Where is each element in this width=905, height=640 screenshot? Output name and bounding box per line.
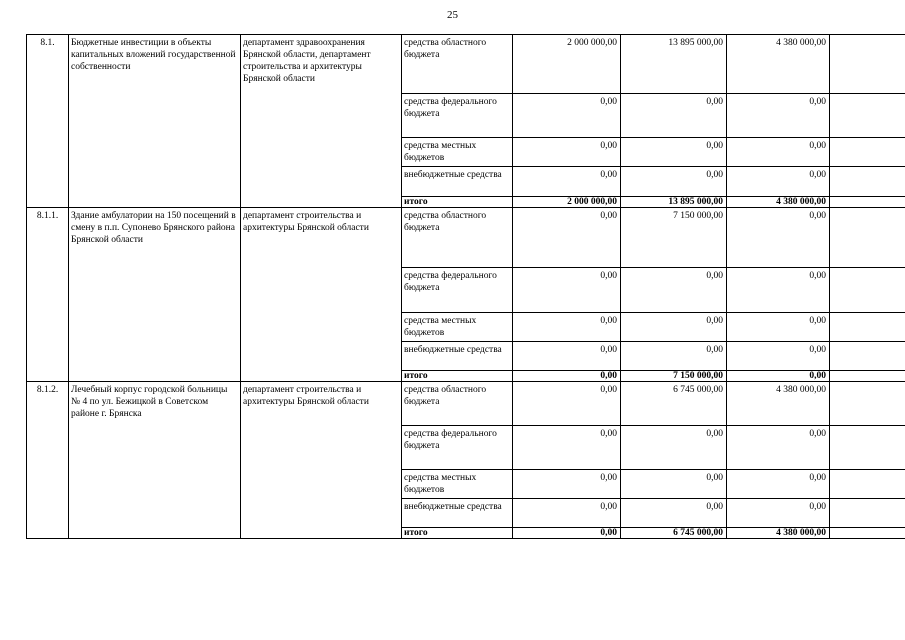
value-cell: 13 895 000,00 (621, 35, 727, 94)
value-cell: 4 380 000,00 (727, 35, 830, 94)
value-cell: 0,00 (513, 426, 621, 470)
value-cell: 0,00 (727, 426, 830, 470)
value-cell: 6 745 000,00 (621, 382, 727, 426)
value-cell: 0,00 (727, 499, 830, 528)
row-name: Лечебный корпус городской больницы № 4 по ул. Бежицкой в Советском районе г. Брянска (69, 382, 241, 539)
page-number: 25 (447, 9, 458, 21)
value-cell: 0,00 (513, 167, 621, 197)
total-value: 6 745 000,00 (621, 528, 727, 539)
empty-cell (830, 528, 905, 539)
empty-cell (830, 197, 905, 208)
source-label: средства федерального бюджета (402, 426, 513, 470)
value-cell: 0,00 (727, 94, 830, 138)
row-name: Бюджетные инвестиции в объекты капитальных вложений государственной собственности (69, 35, 241, 208)
value-cell: 0,00 (621, 167, 727, 197)
source-label: средства местных бюджетов (402, 313, 513, 342)
value-cell: 0,00 (513, 382, 621, 426)
table-row (27, 382, 905, 426)
empty-cell (830, 426, 905, 470)
row-code: 8.1. (27, 35, 69, 208)
value-cell: 0,00 (727, 138, 830, 167)
source-label: средства федерального бюджета (402, 268, 513, 313)
value-cell: 0,00 (621, 426, 727, 470)
empty-cell (830, 35, 905, 94)
total-value: 7 150 000,00 (621, 371, 727, 382)
value-cell: 0,00 (621, 499, 727, 528)
source-label: средства областного бюджета (402, 35, 513, 94)
empty-cell (830, 382, 905, 426)
total-label: итого (402, 371, 513, 382)
source-label: средства местных бюджетов (402, 470, 513, 499)
total-label: итого (402, 197, 513, 208)
total-value: 4 380 000,00 (727, 528, 830, 539)
empty-cell (830, 138, 905, 167)
total-value: 4 380 000,00 (727, 197, 830, 208)
total-value: 0,00 (513, 371, 621, 382)
value-cell: 0,00 (513, 470, 621, 499)
value-cell: 0,00 (727, 208, 830, 268)
empty-cell (830, 167, 905, 197)
value-cell: 0,00 (513, 138, 621, 167)
value-cell: 0,00 (621, 94, 727, 138)
value-cell: 2 000 000,00 (513, 35, 621, 94)
total-value: 0,00 (513, 528, 621, 539)
table-row (27, 35, 905, 94)
row-code: 8.1.1. (27, 208, 69, 382)
value-cell: 0,00 (727, 268, 830, 313)
source-label: средства местных бюджетов (402, 138, 513, 167)
value-cell: 0,00 (513, 268, 621, 313)
source-label: средства федерального бюджета (402, 94, 513, 138)
value-cell: 0,00 (727, 313, 830, 342)
row-executor: департамент строительства и архитектуры Брянской области (241, 208, 402, 382)
table-row (27, 208, 905, 268)
total-value: 0,00 (727, 371, 830, 382)
value-cell: 0,00 (727, 342, 830, 371)
empty-cell (830, 94, 905, 138)
row-code: 8.1.2. (27, 382, 69, 539)
value-cell: 0,00 (513, 208, 621, 268)
empty-cell (830, 313, 905, 342)
source-label: внебюджетные средства (402, 499, 513, 528)
total-value: 2 000 000,00 (513, 197, 621, 208)
row-executor: департамент здравоохранения Брянской области, департамент строительства и архитектуры Брянской области (241, 35, 402, 208)
value-cell: 0,00 (513, 342, 621, 371)
value-cell: 0,00 (621, 342, 727, 371)
empty-cell (830, 499, 905, 528)
source-label: внебюджетные средства (402, 167, 513, 197)
row-executor: департамент строительства и архитектуры Брянской области (241, 382, 402, 539)
value-cell: 0,00 (727, 167, 830, 197)
source-label: внебюджетные средства (402, 342, 513, 371)
value-cell: 0,00 (513, 313, 621, 342)
budget-table (26, 34, 905, 539)
value-cell: 7 150 000,00 (621, 208, 727, 268)
value-cell: 4 380 000,00 (727, 382, 830, 426)
empty-cell (830, 470, 905, 499)
row-name: Здание амбулатории на 150 посещений в смену в п.п. Супонево Брянского района Брянской области (69, 208, 241, 382)
total-value: 13 895 000,00 (621, 197, 727, 208)
value-cell: 0,00 (621, 268, 727, 313)
value-cell: 0,00 (513, 94, 621, 138)
value-cell: 0,00 (727, 470, 830, 499)
value-cell: 0,00 (621, 470, 727, 499)
value-cell: 0,00 (513, 499, 621, 528)
empty-cell (830, 342, 905, 371)
value-cell: 0,00 (621, 138, 727, 167)
empty-cell (830, 371, 905, 382)
total-label: итого (402, 528, 513, 539)
source-label: средства областного бюджета (402, 208, 513, 268)
source-label: средства областного бюджета (402, 382, 513, 426)
empty-cell (830, 208, 905, 268)
value-cell: 0,00 (621, 313, 727, 342)
empty-cell (830, 268, 905, 313)
